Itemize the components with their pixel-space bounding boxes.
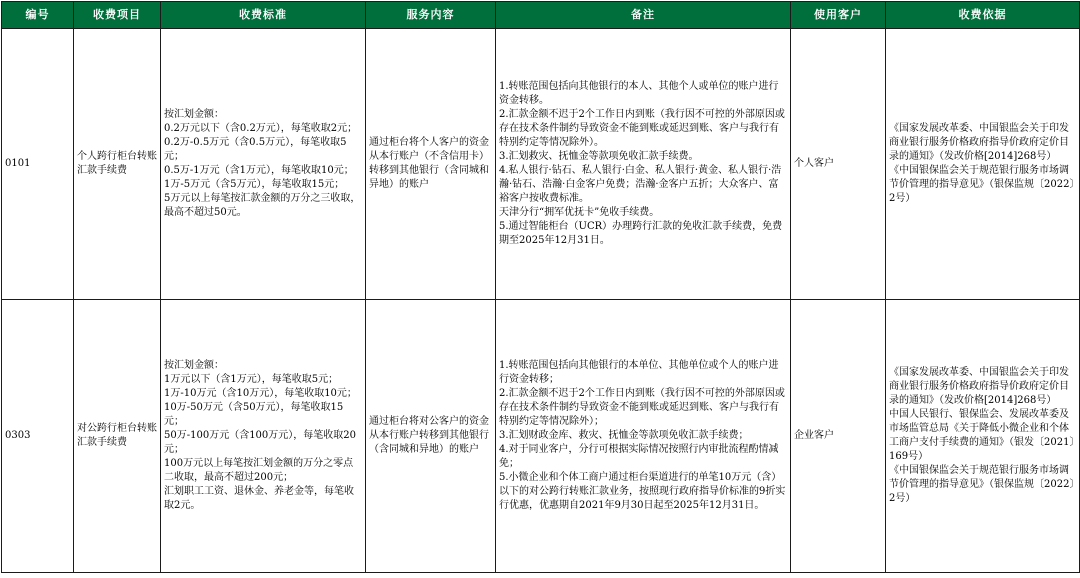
row-service: 通过柜台将对公客户的资金从本行账户转移到其他银行（含同城和异地）的账户 — [366, 300, 496, 573]
standard-text: 按汇划金额： 1万元以下（含1万元），每笔收取5元； 1万-10万元（含10万元），每笔收取10元； 10万-50万元（含50万元），每笔收取15元； 50万-100万元（含100万元），每笔收取20元； 100万元以上每笔按汇划金额的万分之零点二收取，最高不超过200元； 汇划职工工资、退休金、养老金等，每笔收取2元。 — [164, 360, 357, 511]
header-number: 编号 — [2, 2, 74, 29]
row-standard — [161, 300, 366, 573]
row-item: 对公跨行柜台转账汇款手续费 — [74, 300, 161, 573]
table-body — [2, 29, 1080, 573]
table-row — [2, 300, 1080, 573]
header-standard: 收费标准 — [161, 2, 366, 29]
row-basis — [886, 29, 1080, 300]
header-basis: 收费依据 — [886, 2, 1080, 29]
row-notes — [496, 29, 791, 300]
table-row — [2, 29, 1080, 300]
table-header — [2, 2, 1080, 29]
notes-text: 1.转账范围包括向其他银行的本单位、其他单位或个人的账户进行资金转移； 2.汇款金额不迟于2个工作日内到账（我行因不可控的外部原因或存在技术条件制约导致资金不能到账或延迟到账、客户与我行有特别约定等情况除外）； 3.汇划财政金库、救灾、抚恤金等款项免收汇款手续费； 4.对于同业客户，分行可根据实际情况按照行内审批流程酌情减免； 5.小微企业和个体工商户通过柜台渠道进行的单笔10万元（含）以下的对公跨行转账汇款业务，按照现行政府指导价标准的9折实行优惠，优惠期自2021年9月30日起至2025年12月31日。 — [499, 360, 786, 511]
basis-text: 《国家发展改革委、中国银监会关于印发商业银行服务价格政府指导价政府定价目录的通知》（发改价格[2014]268号） 《中国银保监会关于规范银行服务市场调节价管理的指导意见》（银保监规〔2022〕2号） — [889, 123, 1075, 204]
header-customer: 使用客户 — [791, 2, 886, 29]
header-notes: 备注 — [496, 2, 791, 29]
header-row — [2, 2, 1080, 29]
row-item: 个人跨行柜台转账汇款手续费 — [74, 29, 161, 300]
row-customer: 个人客户 — [791, 29, 886, 300]
row-standard — [161, 29, 366, 300]
header-service: 服务内容 — [366, 2, 496, 29]
notes-text: 1.转账范围包括向其他银行的本人、其他个人或单位的账户进行资金转移。 2.汇款金额不迟于2个工作日内到账（我行因不可控的外部原因或存在技术条件制约导致资金不能到账或延迟到账、客户与我行有特别约定等情况除外）。 3.汇划救灾、抚恤金等款项免收汇款手续费。 4.私人银行·钻石、私人银行·白金、私人银行·黄金、私人银行·浩瀚·钻石、浩瀚·白金客户免费；浩瀚·金客户五折；大众客户、富裕客户按收费标准。 天津分行“拥军优抚卡”免收手续费。 5.通过智能柜台（UCR）办理跨行汇款的免收汇款手续费，免费期至2025年12月31日。 — [499, 81, 785, 246]
row-notes — [496, 300, 791, 573]
row-number: 0303 — [2, 300, 74, 573]
standard-text: 按汇划金额： 0.2万元以下（含0.2万元），每笔收取2元； 0.2万-0.5万元（含0.5万元），每笔收取5元； 0.5万-1万元（含1万元），每笔收取10元； 1万-5万元（含5万元），每笔收取15元； 5万元以上每笔按汇款金额的万分之三收取，最高不超过50元。 — [164, 109, 361, 218]
row-basis — [886, 300, 1080, 573]
fee-table — [1, 1, 1080, 573]
row-customer: 企业客户 — [791, 300, 886, 573]
row-number: 0101 — [2, 29, 74, 300]
row-service: 通过柜台将个人客户的资金从本行账户（不含信用卡）转移到其他银行（含同城和异地）的账户 — [366, 29, 496, 300]
basis-text: 《国家发展改革委、中国银监会关于印发商业银行服务价格政府指导价政府定价目录的通知》（发改价格[2014]268号） 中国人民银行、银保监会、发展改革委及市场监管总局《关于降低小微企业和个体工商户支付手续费的通知》（银发〔2021〕169号） 《中国银保监会关于规范银行服务市场调节价管理的指导意见》（银保监规〔2022〕2号） — [889, 367, 1075, 504]
header-item: 收费项目 — [74, 2, 161, 29]
